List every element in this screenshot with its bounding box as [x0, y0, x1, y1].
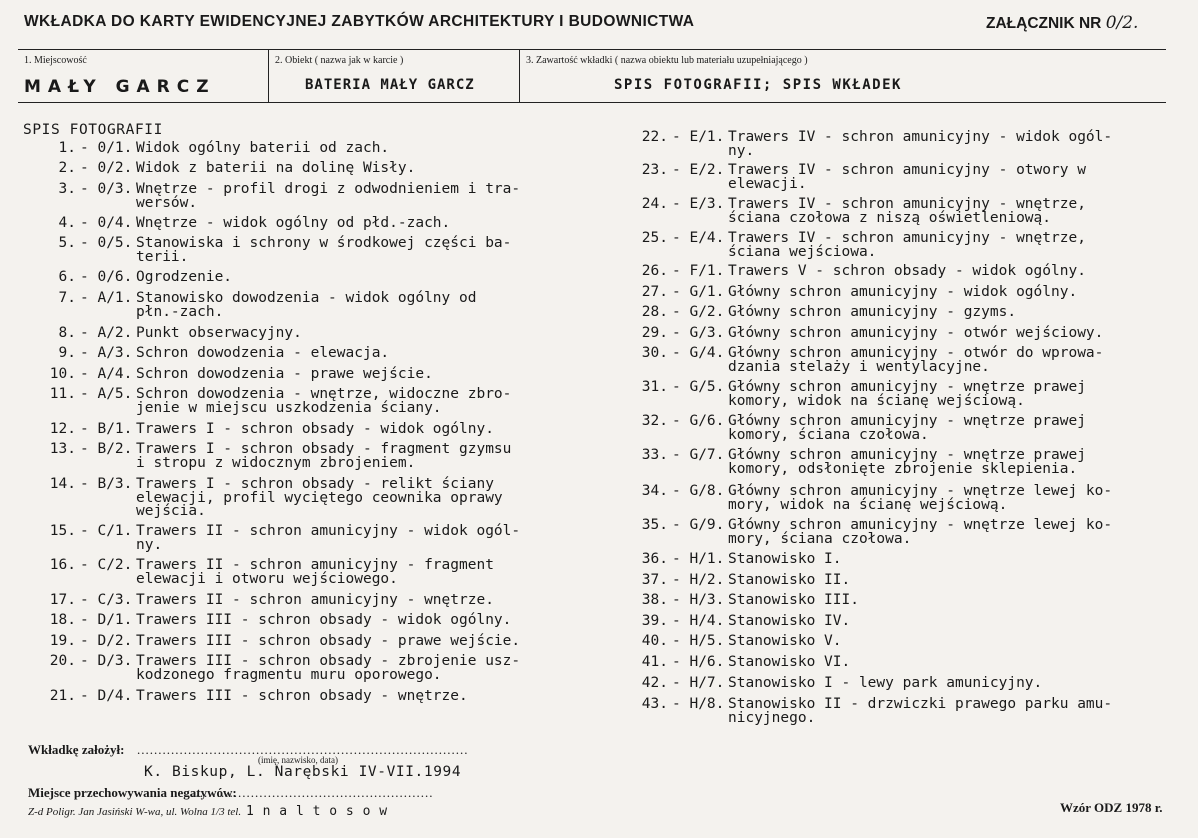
photo-number: 15. [49, 523, 76, 539]
header-fields [18, 49, 1166, 103]
photo-description-line: kodzonego fragmentu muru oporowego. [136, 666, 442, 683]
photo-number: 26. [641, 263, 668, 279]
photo-description-line: Trawers V - schron obsady - widok ogólny. [728, 263, 1086, 279]
photo-code: - D/1. [80, 612, 133, 628]
photo-number: 37. [641, 572, 668, 588]
field-object [269, 50, 520, 102]
photo-code: - 0/3. [80, 181, 133, 197]
field-contents-value: SPIS FOTOGRAFII; SPIS WKŁADEK [614, 77, 902, 93]
photo-description-line: komory, ściana czołowa. [728, 426, 929, 443]
photo-description-line: Trawers III - schron obsady - widok ogólny. [136, 612, 512, 628]
photo-description-line: komory, odsłonięte zbrojenie sklepienia. [728, 460, 1078, 477]
photo-description [136, 183, 520, 210]
photo-description-line: Stanowisko dowodzenia - widok ogólny od [136, 290, 477, 306]
photo-description-line: Trawers IV - schron amunicyjny - wnętrze, [728, 196, 1086, 212]
photo-number: 31. [641, 379, 668, 395]
photo-description-line: Schron dowodzenia - elewacja. [136, 345, 390, 361]
photo-code: - H/5. [672, 633, 725, 649]
photo-description [136, 142, 389, 156]
photo-number: 9. [58, 345, 76, 361]
photo-code: - A/2. [80, 325, 133, 341]
photo-code: - A/4. [80, 366, 133, 382]
photo-description [136, 423, 494, 437]
photo-description-line: Stanowisko I - lewy park amunicyjny. [728, 675, 1043, 691]
photo-description-line: Stanowisko II. [728, 572, 851, 588]
photo-description [136, 368, 433, 382]
photo-number: 35. [641, 517, 668, 533]
photo-code: - B/2. [80, 441, 133, 457]
photo-description [136, 237, 511, 264]
photo-code: - G/2. [672, 304, 725, 320]
photo-description [136, 594, 494, 608]
photo-code: - C/1. [80, 523, 133, 539]
photo-number: 21. [49, 688, 76, 704]
photo-description-line: Stanowisko IV. [728, 613, 851, 629]
photo-code: - C/3. [80, 592, 133, 608]
photo-code: - G/9. [672, 517, 725, 533]
photo-code: - 0/1. [80, 140, 133, 156]
photo-description-line: Widok z baterii na dolinę Wisły. [136, 160, 416, 176]
compiled-by-value: K. Biskup, L. Narębski IV-VII.1994 [144, 764, 462, 780]
photo-description [728, 594, 859, 608]
photo-description [136, 162, 415, 176]
photo-description-line: Główny schron amunicyjny - wnętrze prawej [728, 379, 1086, 395]
photo-number: 7. [58, 290, 76, 306]
photo-description [136, 559, 494, 586]
photo-code: - H/8. [672, 696, 725, 712]
photo-code: - A/5. [80, 386, 133, 402]
photo-description [136, 635, 520, 649]
photo-number: 43. [641, 696, 668, 712]
photo-number: 42. [641, 675, 668, 691]
photo-code: - H/1. [672, 551, 725, 567]
photo-number: 12. [49, 421, 76, 437]
photo-description [728, 553, 842, 567]
photo-description-line: Punkt obserwacyjny. [136, 325, 302, 341]
photo-description [728, 265, 1086, 279]
annex-value: 0/2. [1105, 13, 1139, 33]
photo-code: - B/1. [80, 421, 133, 437]
photo-number: 20. [49, 653, 76, 669]
photo-code: - D/4. [80, 688, 133, 704]
photo-description-line: Główny schron amunicyjny - widok ogólny. [728, 284, 1078, 300]
photo-description-line: dzania stelaży i wentylacyjne. [728, 358, 990, 375]
photo-description-line: Trawers III - schron obsady - prawe wejście. [136, 633, 521, 649]
photo-description [136, 614, 511, 628]
photo-description-line: Trawers II - schron amunicyjny - wnętrze. [136, 592, 494, 608]
photo-description [136, 443, 511, 470]
photo-number: 40. [641, 633, 668, 649]
photo-code: - H/6. [672, 654, 725, 670]
photo-description-line: wejścia. [136, 503, 206, 519]
photo-description [136, 327, 302, 341]
photo-description-line: Wnętrze - widok ogólny od płd.-zach. [136, 215, 451, 231]
photo-code: - A/1. [80, 290, 133, 306]
photo-description [728, 574, 850, 588]
photo-description-line: Stanowisko VI. [728, 654, 851, 670]
photo-description-line: Stanowisko III. [728, 592, 859, 608]
photo-code: - G/7. [672, 447, 725, 463]
photo-description-line: Trawers I - schron obsady - fragment gzymsu [136, 441, 512, 457]
photo-number: 22. [641, 129, 668, 145]
photo-description-line: komory, widok na ścianę wejściową. [728, 392, 1025, 409]
photo-code: - G/1. [672, 284, 725, 300]
photo-description-line: Trawers IV - schron amunicyjny - otwory w [728, 162, 1086, 178]
photo-code: - G/5. [672, 379, 725, 395]
annex-label: ZAŁĄCZNIK NR [986, 15, 1102, 32]
negatives-location-label: Miejsce przechowywania negatywów: [28, 785, 237, 800]
photo-description [136, 525, 520, 552]
photo-number: 39. [641, 613, 668, 629]
photo-description [728, 347, 1103, 374]
photo-description-line: Główny schron amunicyjny - wnętrze prawej [728, 413, 1086, 429]
photo-description-line: terii. [136, 248, 189, 265]
photo-code: - E/2. [672, 162, 725, 178]
photo-description [728, 677, 1042, 691]
photo-number: 4. [58, 215, 76, 231]
photo-description-line: Główny schron amunicyjny - gzyms. [728, 304, 1017, 320]
photo-description [728, 698, 1112, 725]
photo-code: - 0/6. [80, 269, 133, 285]
photo-description-line: Trawers IV - schron amunicyjny - wnętrze, [728, 230, 1086, 246]
photo-number: 38. [641, 592, 668, 608]
photo-description [728, 415, 1086, 442]
photo-description [728, 286, 1077, 300]
photo-code: - 0/4. [80, 215, 133, 231]
field-locality-value: MAŁY GARCZ [24, 77, 216, 97]
photo-description-line: Stanowisko II - drzwiczki prawego parku amu- [728, 696, 1113, 712]
photo-code: - F/1. [672, 263, 725, 279]
form-model: Wzór ODZ 1978 r. [1060, 800, 1163, 815]
photo-code: - H/2. [672, 572, 725, 588]
photo-code: - H/3. [672, 592, 725, 608]
photo-code: - 0/5. [80, 235, 133, 251]
photo-number: 32. [641, 413, 668, 429]
photo-description [728, 232, 1086, 259]
photo-number: 25. [641, 230, 668, 246]
photo-description [728, 131, 1112, 158]
photo-description-line: płn.-zach. [136, 303, 224, 320]
photo-number: 18. [49, 612, 76, 628]
photo-code: - H/4. [672, 613, 725, 629]
photo-description [728, 198, 1086, 225]
photo-description [728, 519, 1112, 546]
photo-number: 30. [641, 345, 668, 361]
photo-number: 2. [58, 160, 76, 176]
photo-code: - C/2. [80, 557, 133, 573]
photo-code: - B/3. [80, 476, 133, 492]
photo-number: 17. [49, 592, 76, 608]
field-object-label: 2. Obiekt ( nazwa jak w karcie ) [275, 55, 404, 66]
photo-description-line: Trawers II - schron amunicyjny - fragment [136, 557, 494, 573]
photo-number: 33. [641, 447, 668, 463]
photo-description-line: ny. [136, 536, 163, 553]
photo-description [136, 690, 468, 704]
photo-description-line: Schron dowodzenia - prawe wejście. [136, 366, 433, 382]
photo-description-line: Główny schron amunicyjny - wnętrze prawej [728, 447, 1086, 463]
photo-description [136, 292, 476, 319]
photo-description-line: Trawers I - schron obsady - widok ogólny. [136, 421, 494, 437]
photo-description-line: Trawers II - schron amunicyjny - widok ogól- [136, 523, 521, 539]
photo-code: - A/3. [80, 345, 133, 361]
photo-code: - E/3. [672, 196, 725, 212]
photo-description [728, 327, 1103, 341]
compiled-by-dots: .............................................................................. [137, 742, 469, 757]
printer-imprint: Z-d Poligr. Jan Jasiński W-wa, ul. Wolna 1/3 tel. [28, 806, 242, 818]
field-contents-label: 3. Zawartość wkładki ( nazwa obiektu lub materiału uzupełniającego ) [526, 55, 808, 66]
photo-number: 24. [641, 196, 668, 212]
photo-description-line: Stanowisko I. [728, 551, 842, 567]
photo-description-line: ściana czołowa z niszą oświetleniową. [728, 209, 1052, 226]
photo-number: 5. [58, 235, 76, 251]
photo-number: 29. [641, 325, 668, 341]
photo-description-line: Trawers III - schron obsady - wnętrze. [136, 688, 468, 704]
photo-description-line: elewacji. [728, 175, 807, 192]
photo-description [136, 388, 511, 415]
photo-description [728, 635, 842, 649]
annex-number [986, 13, 1138, 33]
form-title: WKŁADKA DO KARTY EWIDENCYJNEJ ZABYTKÓW ARCHITEKTURY I BUDOWNICTWA [24, 13, 695, 30]
photo-description-line: Główny schron amunicyjny - otwór wejściowy. [728, 325, 1104, 341]
photo-description-line: Wnętrze - profil drogi z odwodnieniem i tra- [136, 181, 521, 197]
photo-description-line: ny. [728, 142, 755, 159]
photo-code: - G/4. [672, 345, 725, 361]
photo-description [728, 615, 850, 629]
photo-number: 16. [49, 557, 76, 573]
photo-code: - G/8. [672, 483, 725, 499]
photo-description [728, 306, 1016, 320]
photo-description [136, 655, 520, 682]
photo-number: 3. [58, 181, 76, 197]
photo-number: 28. [641, 304, 668, 320]
photo-number: 34. [641, 483, 668, 499]
photo-description [728, 449, 1086, 476]
photo-description-line: Schron dowodzenia - wnętrze, widoczne zbro- [136, 386, 512, 402]
photo-code: - G/3. [672, 325, 725, 341]
compiled-by-label: Wkładkę założył: [28, 742, 125, 757]
list-title: SPIS FOTOGRAFII [23, 122, 163, 138]
photo-description [136, 347, 389, 361]
photo-description-line: Trawers IV - schron amunicyjny - widok ogól- [728, 129, 1113, 145]
photo-description-line: jenie w miejscu uszkodzenia ściany. [136, 399, 442, 416]
photo-description-line: Stanowiska i schrony w środkowej części ba- [136, 235, 512, 251]
negatives-location-dots: .......................................................... [187, 785, 434, 800]
photo-number: 6. [58, 269, 76, 285]
photo-description-line: elewacji, profil wyciętego ceownika oprawy [136, 489, 503, 506]
photo-number: 10. [49, 366, 76, 382]
photo-number: 11. [49, 386, 76, 402]
photo-description [136, 217, 450, 231]
photo-description-line: Główny schron amunicyjny - wnętrze lewej ko- [728, 483, 1113, 499]
photo-code: - E/1. [672, 129, 725, 145]
field-locality [18, 50, 269, 102]
photo-description-line: wersów. [136, 194, 198, 211]
photo-number: 23. [641, 162, 668, 178]
photo-description-line: nicyjnego. [728, 709, 816, 726]
photo-code: - D/3. [80, 653, 133, 669]
photo-description [136, 271, 232, 285]
field-contents [520, 50, 1166, 102]
photo-description-line: mory, widok na ścianę wejściową. [728, 496, 1008, 513]
field-object-value: BATERIA MAŁY GARCZ [305, 77, 475, 93]
photo-description-line: Główny schron amunicyjny - wnętrze lewej ko- [728, 517, 1113, 533]
photo-description-line: Główny schron amunicyjny - otwór do wprowa- [728, 345, 1104, 361]
field-locality-label: 1. Miejscowość [24, 55, 87, 66]
photo-description-line: mory, ściana czołowa. [728, 530, 912, 547]
photo-code: - D/2. [80, 633, 133, 649]
photo-description-line: ściana wejściowa. [728, 243, 877, 260]
photo-description [728, 656, 850, 670]
compiled-by-hint: (imię, nazwisko, data) [258, 755, 338, 765]
photo-description-line: i stropu z widocznym zbrojeniem. [136, 454, 416, 471]
photo-description-line: elewacji i otworu wejściowego. [136, 570, 398, 587]
photo-number: 41. [641, 654, 668, 670]
photo-description [728, 164, 1086, 191]
photo-code: - 0/2. [80, 160, 133, 176]
photo-number: 13. [49, 441, 76, 457]
photo-description-line: Ogrodzenie. [136, 269, 233, 285]
photo-description-line: Trawers III - schron obsady - zbrojenie usz- [136, 653, 521, 669]
photo-code: - E/4. [672, 230, 725, 246]
photo-number: 8. [58, 325, 76, 341]
photo-description-line: Stanowisko V. [728, 633, 842, 649]
photo-description [728, 485, 1112, 512]
photo-description-line: Trawers I - schron obsady - relikt ściany [136, 476, 494, 492]
photo-code: - H/7. [672, 675, 725, 691]
photo-number: 36. [641, 551, 668, 567]
photo-code: - G/6. [672, 413, 725, 429]
photo-number: 27. [641, 284, 668, 300]
photo-number: 1. [58, 140, 76, 156]
photo-description [136, 478, 503, 519]
printer-number: 1 n a l t o s o w [246, 804, 388, 819]
photo-description-line: Widok ogólny baterii od zach. [136, 140, 390, 156]
photo-number: 19. [49, 633, 76, 649]
photo-description [728, 381, 1086, 408]
photo-number: 14. [49, 476, 76, 492]
